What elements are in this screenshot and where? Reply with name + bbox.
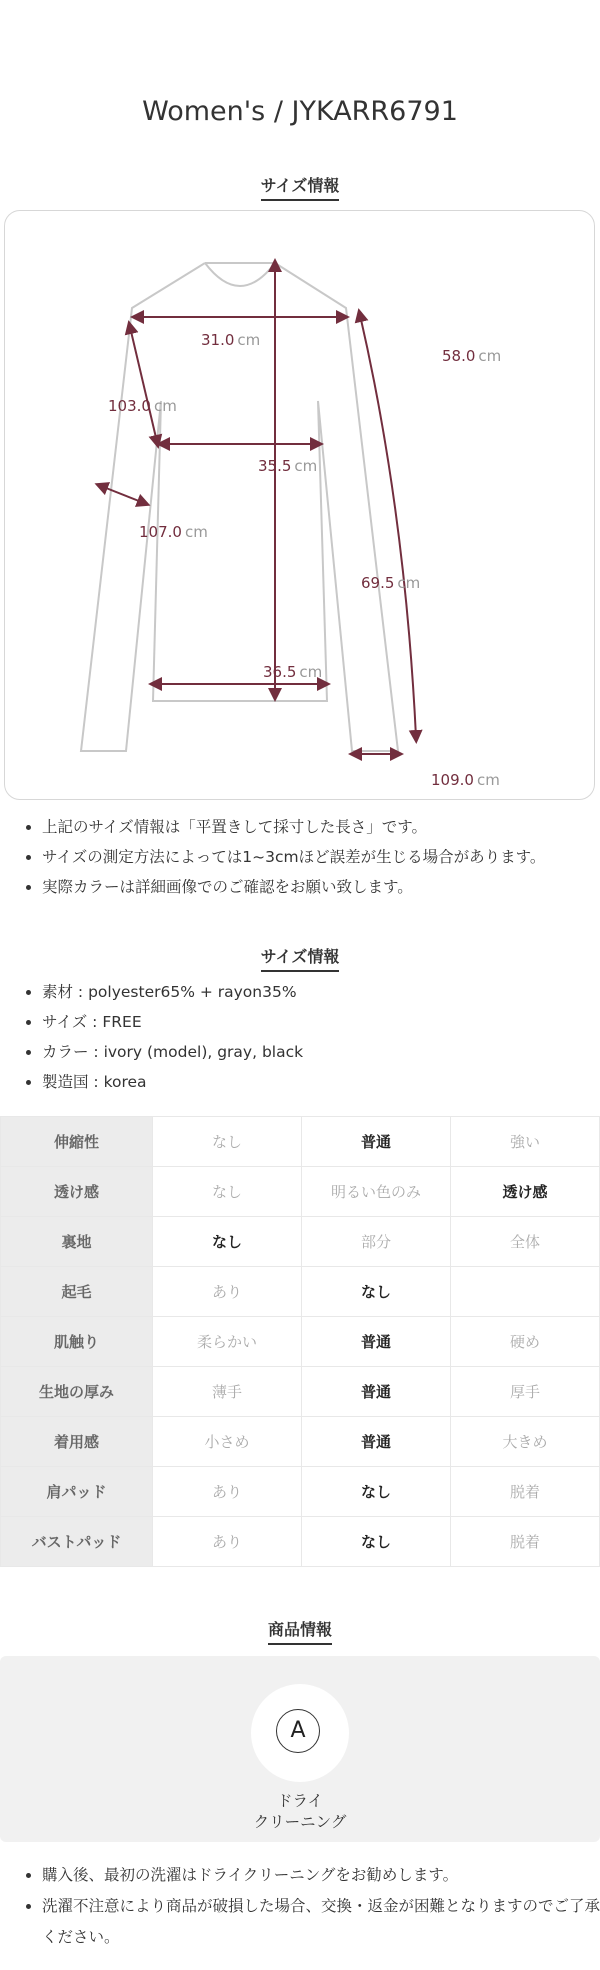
list-item: • 製造国 : korea	[42, 1067, 600, 1097]
property-option: 普通	[302, 1367, 451, 1417]
property-option: 普通	[302, 1417, 451, 1467]
list-item: • 実際カラーは詳細画像でのご確認をお願い致します。	[42, 872, 600, 902]
chest-label: 35.5 cm	[258, 457, 318, 475]
property-label: 肌触り	[1, 1317, 153, 1367]
table-row	[1, 1167, 600, 1217]
armhole-line	[130, 327, 157, 442]
sleeve-width-label: 107.0 cm	[139, 523, 208, 541]
page-title: Women's / JYKARR6791	[142, 96, 458, 127]
property-option: なし	[153, 1217, 302, 1267]
table-row	[1, 1467, 600, 1517]
table-row	[1, 1267, 600, 1317]
property-option: 普通	[302, 1317, 451, 1367]
property-label: 裏地	[1, 1217, 153, 1267]
product-section-heading: 商品情報	[0, 1617, 600, 1645]
table-row	[1, 1367, 600, 1417]
property-option: あり	[153, 1467, 302, 1517]
property-option: 柔らかい	[153, 1317, 302, 1367]
shoulder-label: 31.0 cm	[201, 331, 261, 349]
size-notes-list	[22, 812, 600, 902]
list-item: • 素材 : polyester65% + rayon35%	[42, 977, 600, 1007]
garment-diagram	[5, 211, 596, 801]
property-option: 強い	[451, 1117, 600, 1167]
property-option: なし	[153, 1167, 302, 1217]
list-item: • サイズの測定方法によっては1~3cmほど誤差が生じる場合があります。	[42, 842, 600, 872]
care-symbol-circle	[251, 1684, 349, 1782]
property-option: なし	[302, 1517, 451, 1567]
property-option: あり	[153, 1517, 302, 1567]
table-row	[1, 1117, 600, 1167]
list-item: • 上記のサイズ情報は「平置きして採寸した長さ」です。	[42, 812, 600, 842]
spec-list	[22, 977, 600, 1097]
spec-section-heading: サイズ情報	[0, 944, 600, 972]
care-notes-list	[22, 1860, 600, 1953]
property-option: 明るい色のみ	[302, 1167, 451, 1217]
property-option: なし	[153, 1117, 302, 1167]
property-option: 透け感	[451, 1167, 600, 1217]
property-label: 起毛	[1, 1267, 153, 1317]
sleeve-width-line	[101, 486, 144, 503]
length-label: 69.5 cm	[361, 574, 421, 592]
table-row	[1, 1217, 600, 1267]
property-label: 伸縮性	[1, 1117, 153, 1167]
properties-table	[0, 1116, 600, 1567]
property-option: 薄手	[153, 1367, 302, 1417]
property-option: 部分	[302, 1217, 451, 1267]
dry-cleaning-icon: A	[276, 1709, 320, 1753]
list-item: • サイズ : FREE	[42, 1007, 600, 1037]
table-row	[1, 1517, 600, 1567]
property-option: 全体	[451, 1217, 600, 1267]
table-row	[1, 1417, 600, 1467]
property-label: 生地の厚み	[1, 1367, 153, 1417]
list-item: • 購入後、最初の洗濯はドライクリーニングをお勧めします。	[42, 1860, 600, 1891]
sleeve-label: 58.0 cm	[442, 347, 502, 365]
property-label: 着用感	[1, 1417, 153, 1467]
property-option: 大きめ	[451, 1417, 600, 1467]
property-label: バストパッド	[1, 1517, 153, 1567]
property-option: 硬め	[451, 1317, 600, 1367]
property-option: 普通	[302, 1117, 451, 1167]
size-diagram	[4, 210, 595, 800]
property-option: 小さめ	[153, 1417, 302, 1467]
care-panel	[0, 1656, 600, 1842]
property-option: 脱着	[451, 1517, 600, 1567]
property-option	[451, 1267, 600, 1317]
list-item: • 洗濯不注意により商品が破損した場合、交換・返金が困難となりますのでご了承ください。	[42, 1891, 600, 1953]
property-option: あり	[153, 1267, 302, 1317]
property-label: 肩パッド	[1, 1467, 153, 1517]
list-item: • カラー : ivory (model), gray, black	[42, 1037, 600, 1067]
size-section-heading: サイズ情報	[0, 173, 600, 201]
property-option: 厚手	[451, 1367, 600, 1417]
property-option: 脱着	[451, 1467, 600, 1517]
table-row	[1, 1317, 600, 1367]
cuff-label: 109.0 cm	[431, 771, 500, 789]
armhole-label: 103.0 cm	[108, 397, 177, 415]
care-label: ドライ クリーニング	[253, 1792, 347, 1831]
property-option: なし	[302, 1267, 451, 1317]
hem-label: 36.5 cm	[263, 663, 323, 681]
property-label: 透け感	[1, 1167, 153, 1217]
property-option: なし	[302, 1467, 451, 1517]
